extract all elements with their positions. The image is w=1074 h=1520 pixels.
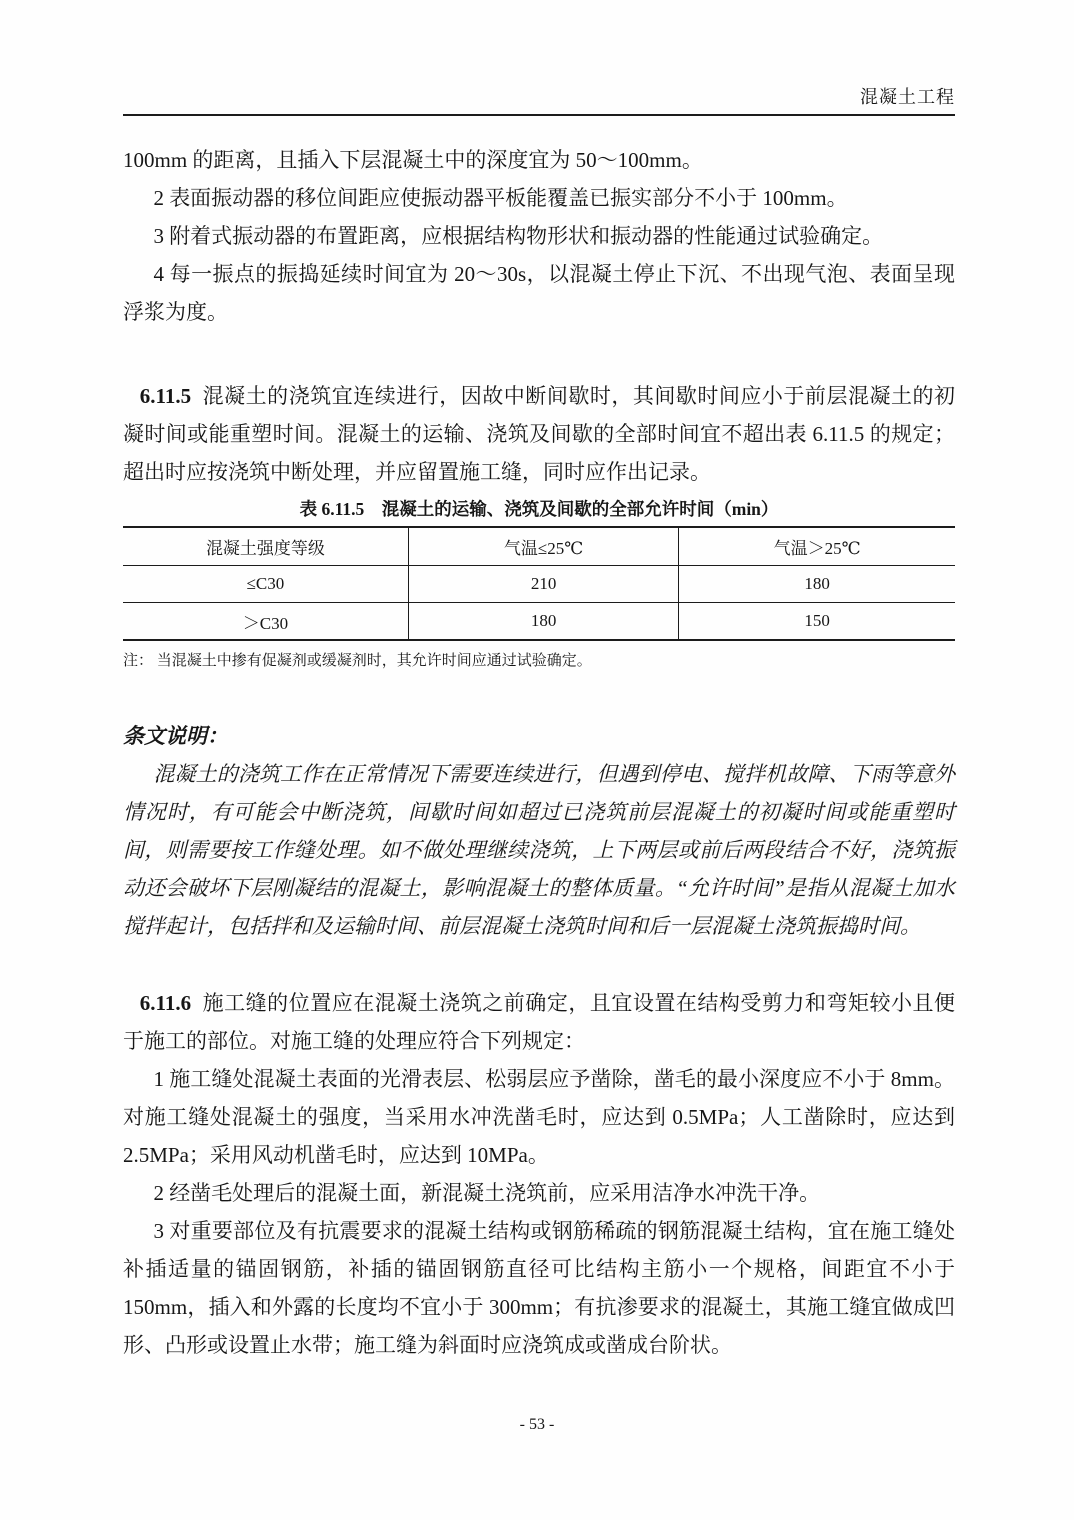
table-row bbox=[123, 603, 955, 641]
clause-6-11-6-number: 6.11.6 bbox=[139, 991, 192, 1015]
table-row bbox=[123, 566, 955, 603]
page-number: - 53 - bbox=[519, 1416, 555, 1433]
page-body bbox=[123, 141, 955, 1364]
table-header-temp-gt-25: 气温＞25℃ bbox=[679, 527, 955, 566]
page-header bbox=[123, 0, 955, 116]
running-head-title: 混凝土工程 bbox=[860, 87, 955, 107]
joint-item-1: 1 施工缝处混凝土表面的光滑表层、松弱层应予凿除，凿毛的最小深度应不小于 8mm。对施工缝处混凝土的强度，当采用水冲洗凿毛时，应达到 0.5MPa；人工凿除时，应达到 2.5MPa；采用风动机凿毛时，应达到 10MPa。 bbox=[123, 1067, 955, 1167]
table-cell-value: 180 bbox=[408, 603, 678, 641]
vibrator-item-3: 3 附着式振动器的布置距离，应根据结构物形状和振动器的性能通过试验确定。 bbox=[153, 224, 884, 248]
clause-6-11-6 bbox=[123, 984, 955, 1060]
commentary-heading: 条文说明： bbox=[123, 724, 228, 748]
table-cell-grade: ＞C30 bbox=[242, 613, 289, 633]
table-cell-grade: ≤C30 bbox=[123, 566, 408, 603]
vibrator-item-4: 4 每一振点的振捣延续时间宜为 20～30s，以混凝土停止下沉、不出现气泡、表面呈现浮浆为度。 bbox=[123, 262, 955, 324]
table-header-row bbox=[123, 527, 955, 566]
table-note: 注： 当混凝土中掺有促凝剂或缓凝剂时，其允许时间应通过试验确定。 bbox=[123, 653, 592, 669]
table-cell-value: 180 bbox=[679, 566, 955, 603]
table-header-temp-le-25: 气温≤25℃ bbox=[408, 527, 678, 566]
paragraph-continuation: 100mm 的距离，且插入下层混凝土中的深度宜为 50～100mm。 bbox=[123, 148, 703, 172]
joint-item-2: 2 经凿毛处理后的混凝土面，新混凝土浇筑前，应采用洁净水冲洗干净。 bbox=[153, 1181, 821, 1205]
joint-item-3: 3 对重要部位及有抗震要求的混凝土结构或钢筋稀疏的钢筋混凝土结构，宜在施工缝处补插适量的锚固钢筋，补插的锚固钢筋直径可比结构主筋小一个规格，间距宜不小于 150mm，插入和外露的长度均不宜小于 300mm；有抗渗要求的混凝土，其施工缝宜做成凹形、凸形或设置止水带；施工缝为斜面时应浇筑成或凿成台阶状。 bbox=[123, 1219, 955, 1357]
table-header-strength-grade: 混凝土强度等级 bbox=[123, 527, 408, 566]
commentary-paragraph: 混凝土的浇筑工作在正常情况下需要连续进行，但遇到停电、搅拌机故障、下雨等意外情况时，有可能会中断浇筑，间歇时间如超过已浇筑前层混凝土的初凝时间或能重塑时间，则需要按工作缝处理。如不做处理继续浇筑，上下两层或前后两段结合不好，浇筑振动还会破坏下层刚凝结的混凝土，影响混凝土的整体质量。“允许时间”是指从混凝土加水搅拌起计，包括拌和及运输时间、前层混凝土浇筑时间和后一层混凝土浇筑振捣时间。 bbox=[123, 762, 955, 938]
clause-6-11-5 bbox=[123, 377, 955, 491]
vibrator-item-2: 2 表面振动器的移位间距应使振动器平板能覆盖已振实部分不小于 100mm。 bbox=[153, 186, 848, 210]
allowed-time-table bbox=[123, 526, 955, 641]
clause-6-11-6-text: 施工缝的位置应在混凝土浇筑之前确定，且宜设置在结构受剪力和弯矩较小且便于施工的部位。对施工缝的处理应符合下列规定： bbox=[123, 991, 955, 1053]
clause-6-11-5-text: 混凝土的浇筑宜连续进行，因故中断间歇时，其间歇时间应小于前层混凝土的初凝时间或能重塑时间。混凝土的运输、浇筑及间歇的全部时间宜不超出表 6.11.5 的规定；超出时应按浇筑中断处理，并应留置施工缝，同时应作出记录。 bbox=[123, 384, 955, 484]
table-cell-value: 210 bbox=[408, 566, 678, 603]
clause-6-11-5-number: 6.11.5 bbox=[139, 384, 192, 408]
table-caption: 表 6.11.5 混凝土的运输、浇筑及间歇的全部允许时间（min） bbox=[299, 499, 779, 519]
table-cell-value: 150 bbox=[804, 611, 830, 630]
